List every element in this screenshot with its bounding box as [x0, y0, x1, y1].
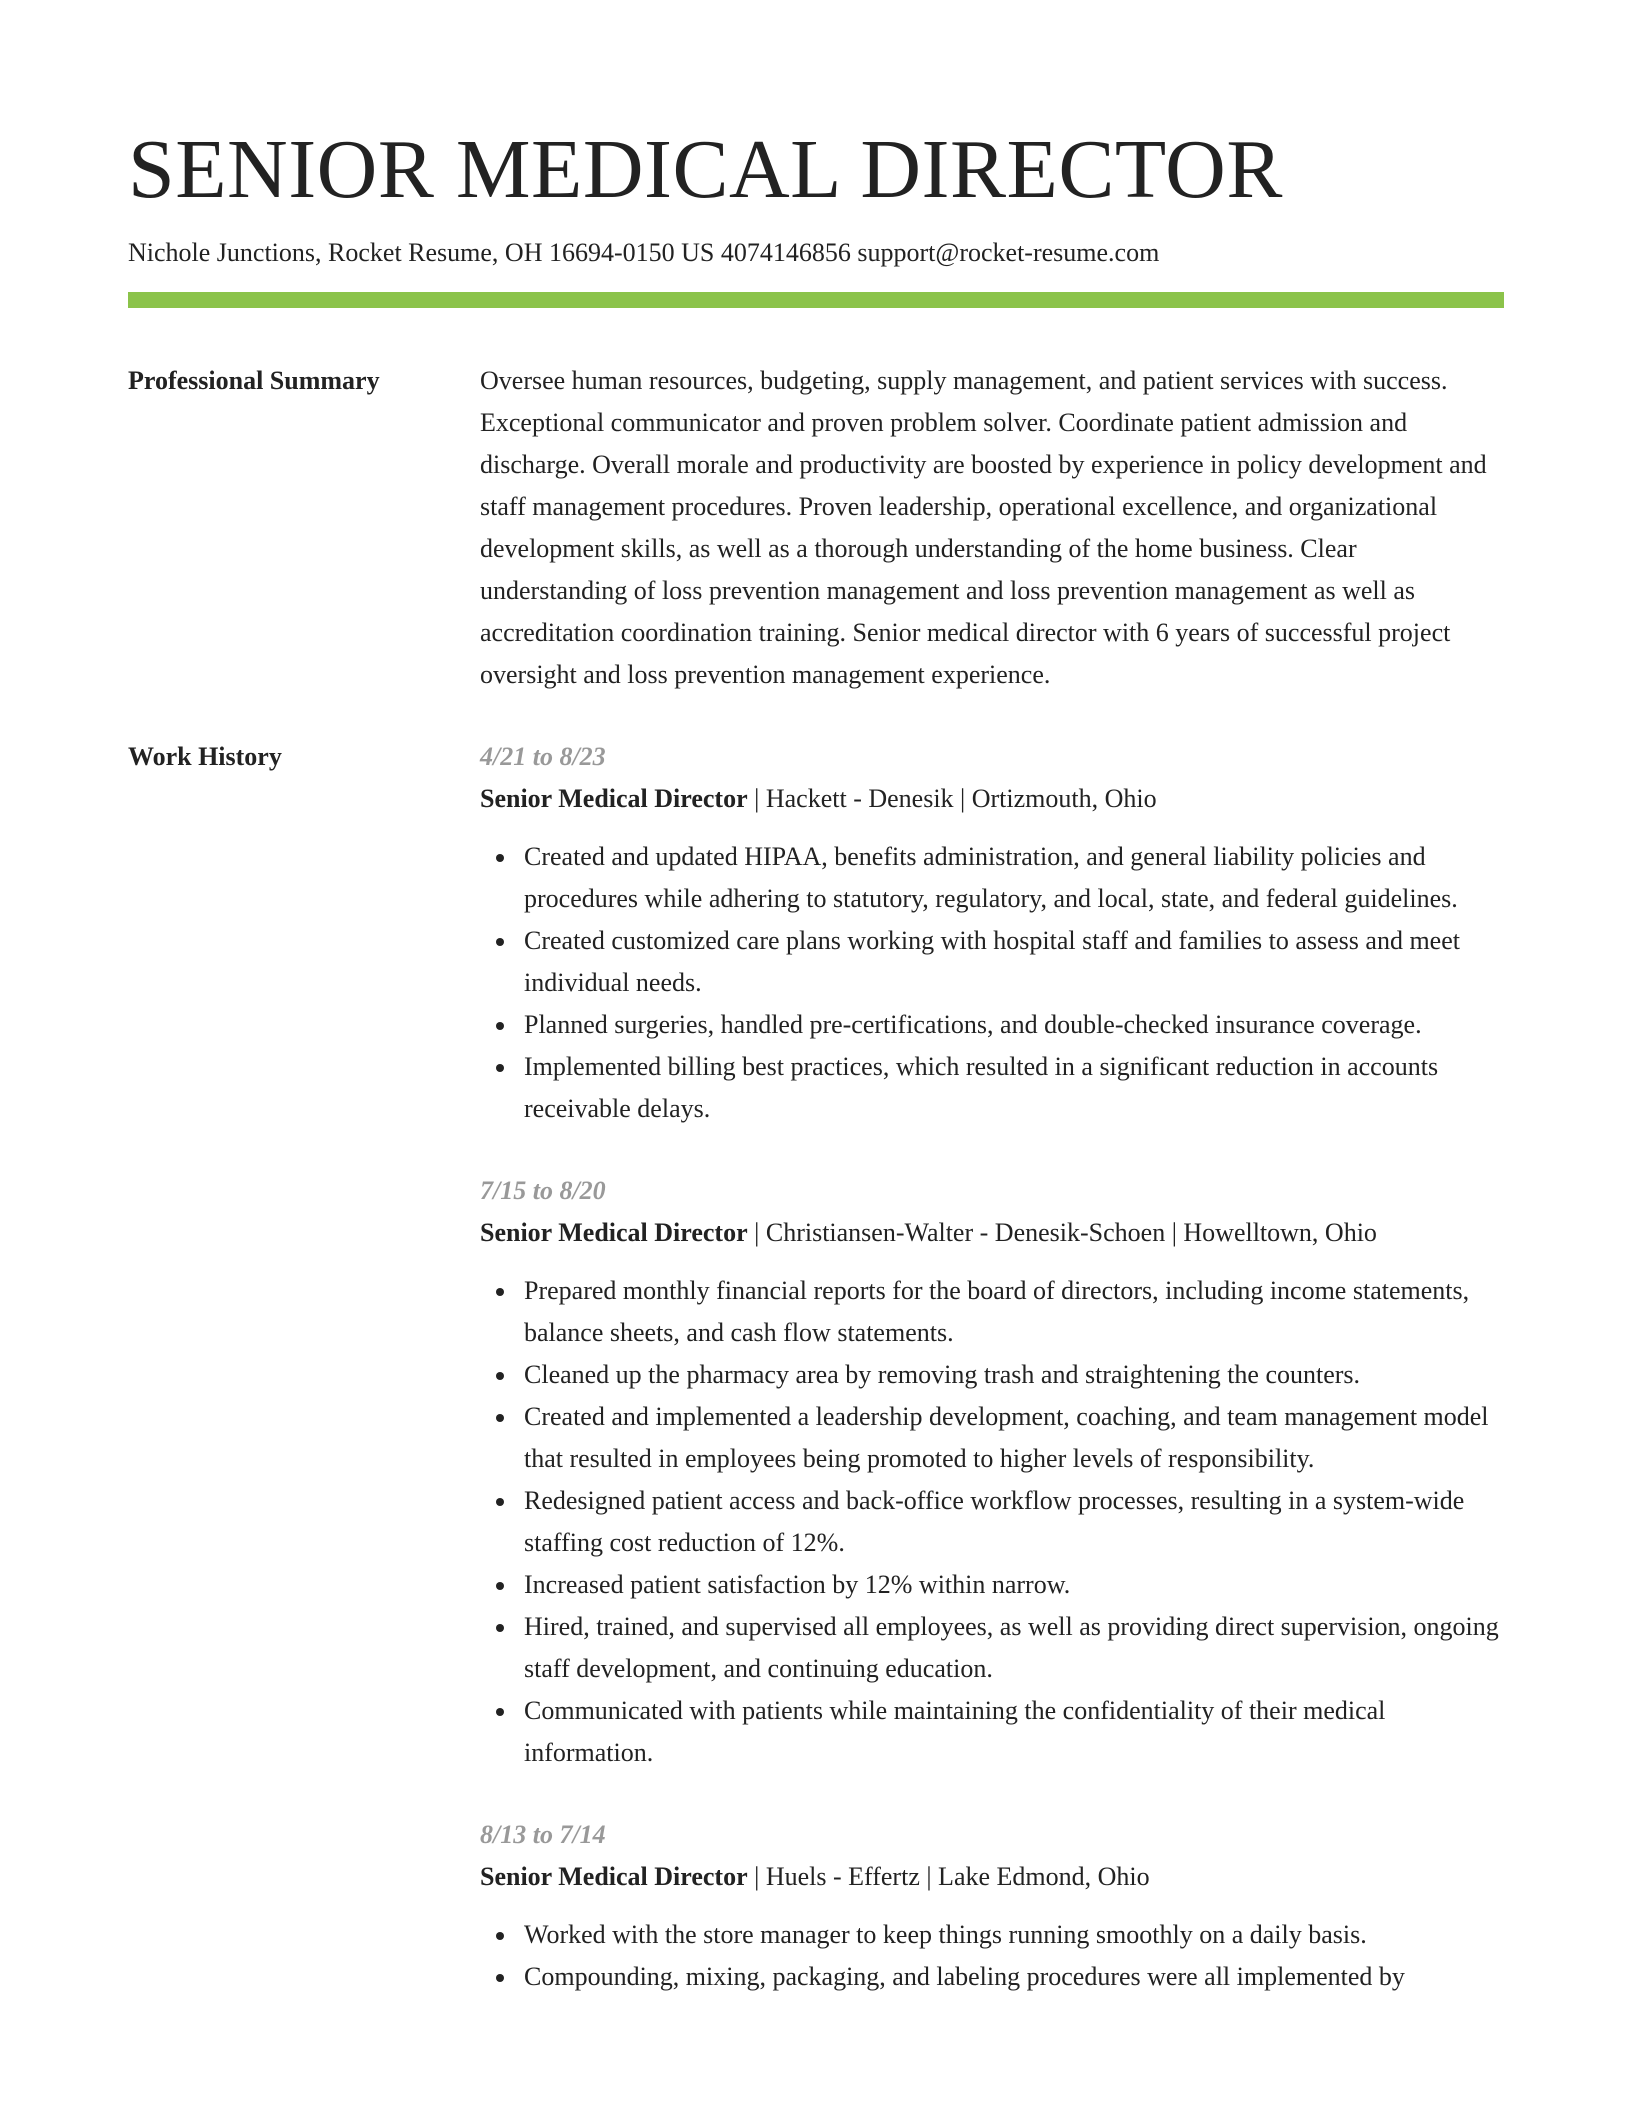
job-dates: 8/13 to 7/14 [480, 1820, 606, 1849]
job-title-line [480, 1856, 1504, 1898]
job-list [480, 736, 1504, 2038]
bullet-item: Worked with the store manager to keep things running smoothly on a daily basis. [480, 1914, 1504, 1956]
job-employer-location: | Hackett - Denesik | Ortizmouth, Ohio [747, 784, 1157, 813]
accent-divider [128, 292, 1504, 308]
resume-page [128, 120, 1504, 2038]
bullet-item: Created and implemented a leadership development, coaching, and team management model that resulted in employees being promoted to higher levels of responsibility. [480, 1396, 1504, 1480]
job-employer-location: | Huels - Effertz | Lake Edmond, Ohio [747, 1862, 1150, 1891]
job-entry [480, 1170, 1504, 1774]
contact-line: Nichole Junctions, Rocket Resume, OH 16694-0150 US 4074146856 support@rocket-resume.com [128, 238, 1160, 267]
job-bullets [480, 836, 1504, 1130]
job-title-line [480, 778, 1504, 820]
job-title: Senior Medical Director [480, 1862, 748, 1891]
job-dates: 7/15 to 8/20 [480, 1176, 606, 1205]
bullet-item: Communicated with patients while maintaining the confidentiality of their medical information. [480, 1690, 1504, 1774]
bullet-item: Hired, trained, and supervised all employees, as well as providing direct supervision, ongoing staff development, and continuing education. [480, 1606, 1504, 1690]
bullet-item: Created customized care plans working with hospital staff and families to assess and meet individual needs. [480, 920, 1504, 1004]
job-title: Senior Medical Director [480, 1218, 748, 1247]
summary-heading: Professional Summary [128, 366, 380, 395]
bullet-item: Redesigned patient access and back-office workflow processes, resulting in a system-wide staffing cost reduction of 12%. [480, 1480, 1504, 1564]
work-history-section [128, 736, 1504, 2038]
summary-text: Oversee human resources, budgeting, supply management, and patient services with success. Exceptional communicator and proven problem solver. Coordinate patient admission and discharge. Overall morale and productivity are boosted by experience in policy development and staff management procedures. Proven leadership, operational excellence, and organizational development skills, as well as a thorough understanding of the home business. Clear understanding of loss prevention management and loss prevention management as well as accreditation coordination training. Senior medical director with 6 years of successful project oversight and loss prevention management experience. [480, 366, 1487, 689]
summary-section [128, 360, 1504, 696]
job-title-line [480, 1212, 1504, 1254]
job-bullets [480, 1914, 1504, 1998]
bullet-item: Planned surgeries, handled pre-certifications, and double-checked insurance coverage. [480, 1004, 1504, 1046]
job-bullets [480, 1270, 1504, 1774]
job-employer-location: | Christiansen-Walter - Denesik-Schoen | Howelltown, Ohio [747, 1218, 1377, 1247]
bullet-item: Compounding, mixing, packaging, and labeling procedures were all implemented by [480, 1956, 1504, 1998]
job-entry [480, 736, 1504, 1130]
bullet-item: Implemented billing best practices, which resulted in a significant reduction in accounts receivable delays. [480, 1046, 1504, 1130]
bullet-item: Created and updated HIPAA, benefits administration, and general liability policies and procedures while adhering to statutory, regulatory, and local, state, and federal guidelines. [480, 836, 1504, 920]
job-dates: 4/21 to 8/23 [480, 742, 606, 771]
resume-title: SENIOR MEDICAL DIRECTOR [128, 123, 1283, 216]
bullet-item: Prepared monthly financial reports for the board of directors, including income statements, balance sheets, and cash flow statements. [480, 1270, 1504, 1354]
work-history-heading: Work History [128, 742, 282, 771]
job-title: Senior Medical Director [480, 784, 748, 813]
bullet-item: Cleaned up the pharmacy area by removing trash and straightening the counters. [480, 1354, 1504, 1396]
job-entry [480, 1814, 1504, 1998]
bullet-item: Increased patient satisfaction by 12% within narrow. [480, 1564, 1504, 1606]
